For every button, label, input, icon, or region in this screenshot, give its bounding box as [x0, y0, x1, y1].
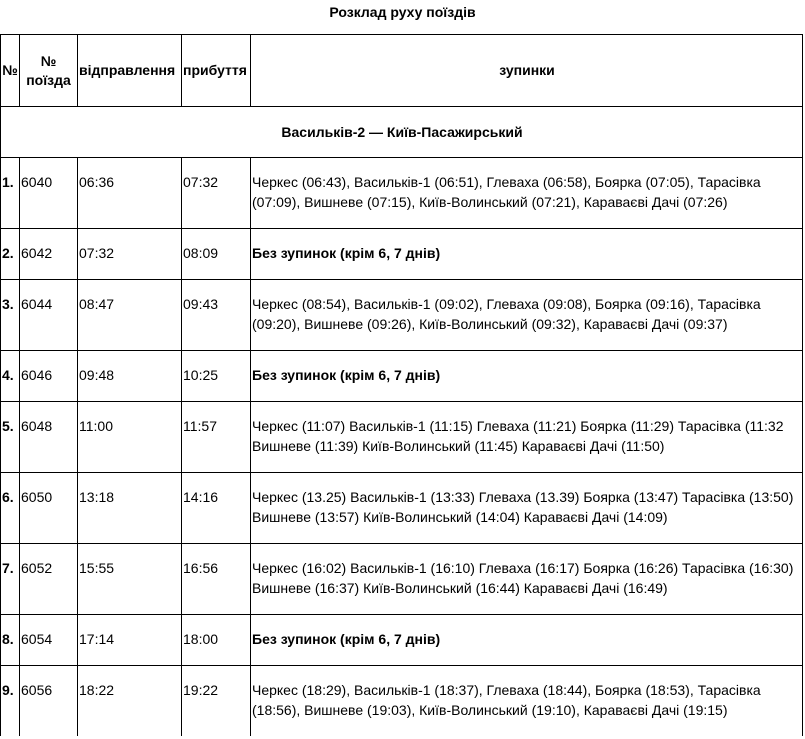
train-number: 6052 [19, 543, 77, 614]
stops-list: Черкес (13.25) Васильків-1 (13:33) Глеваха (13.39) Боярка (13:47) Тарасівка (13:50) Вишневе (13:57) Київ-Волинський (14:04) Караваєві Дачі (14:09) [250, 472, 803, 543]
departure-time: 18:22 [77, 665, 181, 736]
table-row [0, 614, 803, 665]
departure-time: 15:55 [77, 543, 181, 614]
train-number: 6050 [19, 472, 77, 543]
row-number: 6. [0, 472, 19, 543]
table-row [0, 472, 803, 543]
route-title: Васильків-2 — Київ-Пасажирський [0, 106, 803, 157]
train-number: 6054 [19, 614, 77, 665]
page-title: Розклад руху поїздів [329, 4, 476, 20]
train-number: 6056 [19, 665, 77, 736]
arrival-time: 19:22 [181, 665, 250, 736]
row-number: 2. [0, 228, 19, 279]
header-arrival: прибуття [181, 34, 250, 106]
table-row [0, 401, 803, 472]
header-train-line1: № [40, 52, 57, 69]
train-number: 6040 [19, 157, 77, 228]
table-row [0, 157, 803, 228]
stops-list: Без зупинок (крім 6, 7 днів) [250, 350, 803, 401]
arrival-time: 07:32 [181, 157, 250, 228]
arrival-time: 16:56 [181, 543, 250, 614]
row-number: 1. [0, 157, 19, 228]
train-number: 6048 [19, 401, 77, 472]
table-row [0, 279, 803, 350]
departure-time: 09:48 [77, 350, 181, 401]
departure-time: 13:18 [77, 472, 181, 543]
table-row [0, 350, 803, 401]
row-number: 9. [0, 665, 19, 736]
train-number: 6044 [19, 279, 77, 350]
schedule-table [0, 34, 803, 736]
departure-time: 11:00 [77, 401, 181, 472]
arrival-time: 11:57 [181, 401, 250, 472]
departure-time: 08:47 [77, 279, 181, 350]
stops-list: Черкес (18:29), Васильків-1 (18:37), Глеваха (18:44), Боярка (18:53), Тарасівка (18:56), Вишневе (19:03), Київ-Волинський (19:10), Караваєві Дачі (19:15) [250, 665, 803, 736]
row-number: 8. [0, 614, 19, 665]
arrival-time: 18:00 [181, 614, 250, 665]
row-number: 7. [0, 543, 19, 614]
header-stops: зупинки [250, 34, 803, 106]
arrival-time: 09:43 [181, 279, 250, 350]
stops-list: Без зупинок (крім 6, 7 днів) [250, 614, 803, 665]
header-departure: відправлення [77, 34, 181, 106]
route-row [0, 106, 803, 157]
departure-time: 07:32 [77, 228, 181, 279]
arrival-time: 14:16 [181, 472, 250, 543]
header-train-line2: поїзда [26, 71, 71, 88]
train-number: 6046 [19, 350, 77, 401]
stops-list: Черкес (16:02) Васильків-1 (16:10) Глеваха (16:17) Боярка (16:26) Тарасівка (16:30) Вишневе (16:37) Київ-Волинський (16:44) Караваєві Дачі (16:49) [250, 543, 803, 614]
arrival-time: 10:25 [181, 350, 250, 401]
header-num: № [0, 34, 19, 106]
departure-time: 06:36 [77, 157, 181, 228]
stops-list: Черкес (06:43), Васильків-1 (06:51), Глеваха (06:58), Боярка (07:05), Тарасівка (07:09), Вишневе (07:15), Київ-Волинський (07:21), Караваєві Дачі (07:26) [250, 157, 803, 228]
departure-time: 17:14 [77, 614, 181, 665]
row-number: 3. [0, 279, 19, 350]
row-number: 4. [0, 350, 19, 401]
table-row [0, 665, 803, 736]
stops-list: Черкес (08:54), Васильків-1 (09:02), Глеваха (09:08), Боярка (09:16), Тарасівка (09:20), Вишневе (09:26), Київ-Волинський (09:32), Караваєві Дачі (09:37) [250, 279, 803, 350]
stops-list: Без зупинок (крім 6, 7 днів) [250, 228, 803, 279]
row-number: 5. [0, 401, 19, 472]
arrival-time: 08:09 [181, 228, 250, 279]
train-number: 6042 [19, 228, 77, 279]
table-row [0, 228, 803, 279]
stops-list: Черкес (11:07) Васильків-1 (11:15) Глеваха (11:21) Боярка (11:29) Тарасівка (11:32 Вишневе (11:39) Київ-Волинський (11:45) Караваєві Дачі (11:50) [250, 401, 803, 472]
table-row [0, 543, 803, 614]
header-row [0, 34, 803, 106]
header-train-number [19, 34, 77, 106]
